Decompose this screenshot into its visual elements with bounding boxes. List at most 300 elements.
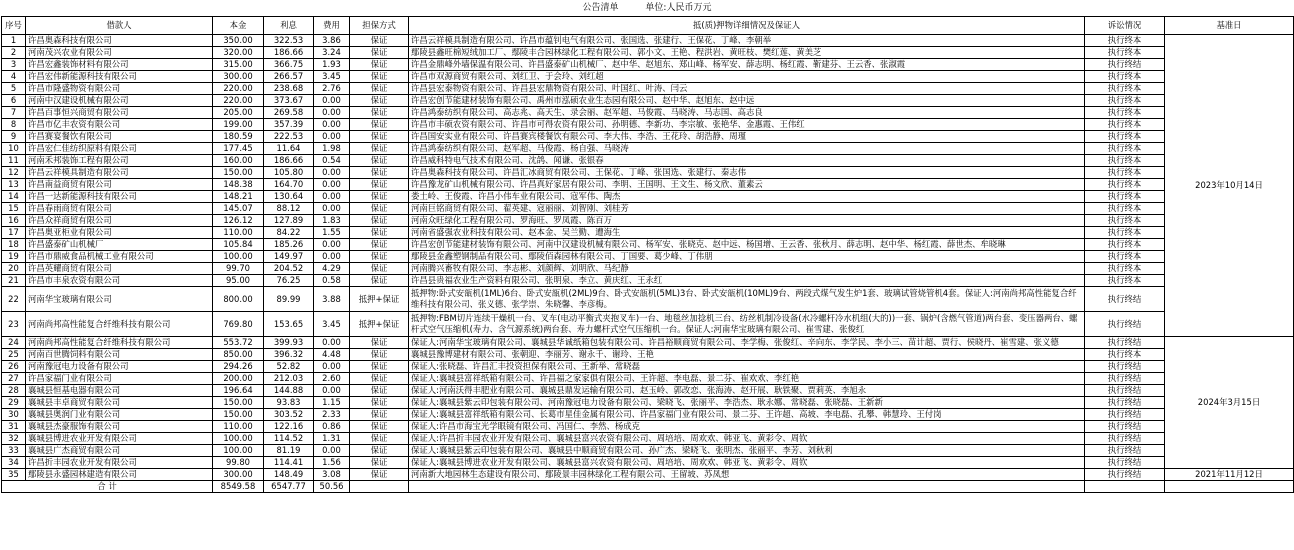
principal-amount: 148.38 [213,179,264,191]
collateral-guarantor-detail: 许昌金鼎峰外墙保温有限公司、许昌盛泰矿山机械厂、赵中华、赵旭东、郑山峰、杨军安、薛志明、杨红霞、靳建芬、王云香、张淑霞 [409,59,1085,71]
principal-amount: 300.00 [213,469,264,481]
guarantee-type: 保证 [350,385,409,397]
lawsuit-status: 执行终本 [1085,71,1165,83]
fee-amount: 3.24 [314,47,350,59]
table-row [2,83,1294,95]
guarantee-type: 保证 [350,239,409,251]
base-date: 2024年3月15日 [1165,337,1294,469]
lawsuit-status: 执行终本 [1085,143,1165,155]
interest-amount: 212.03 [264,373,314,385]
row-number: 19 [2,251,26,263]
row-number: 7 [2,107,26,119]
fee-amount: 0.00 [314,107,350,119]
collateral-guarantor-detail: 保证人:襄城县紫云印包装有限公司、河南豫冠电力设备有限公司、梁晓飞、张丽平、李浩杰、耿永娜、常晓磊、张晓磊、王新新 [409,397,1085,409]
collateral-guarantor-detail: 保证人:襄城县紫云印包装有限公司、襄城县中顺商贸有限公司、孙广杰、梁晓飞、张明杰、张丽平、李芳、刘秋利 [409,445,1085,457]
guarantee-type: 保证 [350,179,409,191]
principal-amount: 800.00 [213,287,264,312]
total-empty-cell [409,481,1085,493]
interest-amount: 81.19 [264,445,314,457]
row-number: 11 [2,155,26,167]
table-row [2,445,1294,457]
fee-amount: 0.00 [314,119,350,131]
guarantee-type: 保证 [350,215,409,227]
lawsuit-status: 执行终结 [1085,457,1165,469]
fee-amount: 3.45 [314,312,350,337]
guarantee-type: 保证 [350,107,409,119]
fee-amount: 0.00 [314,337,350,349]
lawsuit-status: 执行终本 [1085,203,1165,215]
borrower-name: 许昌赛宴餐饮有限公司 [26,131,213,143]
interest-amount: 322.53 [264,35,314,47]
borrower-name: 许昌市丰泉农资有限公司 [26,275,213,287]
lawsuit-status: 执行终本 [1085,35,1165,47]
interest-amount: 266.57 [264,71,314,83]
lawsuit-status: 执行终本 [1085,239,1165,251]
row-number: 27 [2,373,26,385]
table-row [2,71,1294,83]
row-number: 5 [2,83,26,95]
guarantee-type: 保证 [350,155,409,167]
principal-amount: 199.00 [213,119,264,131]
borrower-name: 鄢陵县永盛园林建造有限公司 [26,469,213,481]
lawsuit-status: 执行终本 [1085,179,1165,191]
principal-amount: 769.80 [213,312,264,337]
collateral-guarantor-detail: 许昌县宏泰物资有限公司、许昌县宏鼎物资有限公司、叶国红、叶涛、闫云 [409,83,1085,95]
fee-amount: 0.00 [314,385,350,397]
borrower-name: 襄城县广杰商贸有限公司 [26,445,213,457]
table-row [2,155,1294,167]
lawsuit-status: 执行终本 [1085,47,1165,59]
collateral-guarantor-detail: 许昌威科特电气技术有限公司、沈鸽、闻谦、张银春 [409,155,1085,167]
borrower-name: 襄城县奥润门业有限公司 [26,409,213,421]
collateral-guarantor-detail: 保证人:张晓磊、许昌汇丰投资担保有限公司、王新举、常晓磊 [409,361,1085,373]
table-row [2,421,1294,433]
base-date: 2023年10月14日 [1165,35,1294,337]
interest-amount: 76.25 [264,275,314,287]
borrower-name: 许昌宏鑫装饰材料有限公司 [26,59,213,71]
interest-amount: 303.52 [264,409,314,421]
borrower-name: 河南禾邦装饰工程有限公司 [26,155,213,167]
guarantee-type: 保证 [350,457,409,469]
fee-amount: 1.98 [314,143,350,155]
fee-amount: 1.56 [314,457,350,469]
collateral-guarantor-detail: 保证人:许昌市海宝光学眼镜有限公司、冯国仁、李然、杨成克 [409,421,1085,433]
table-body [2,35,1294,493]
interest-amount: 357.39 [264,119,314,131]
borrower-name: 许昌市鼎威食品机械工业有限公司 [26,251,213,263]
table-row [2,457,1294,469]
principal-amount: 110.00 [213,421,264,433]
principal-amount: 100.00 [213,445,264,457]
borrower-name: 许昌南益商贸有限公司 [26,179,213,191]
fee-amount: 1.31 [314,433,350,445]
row-number: 20 [2,263,26,275]
total-empty-cell [350,481,409,493]
table-row [2,215,1294,227]
table-row [2,35,1294,47]
collateral-guarantor-detail: 鄢陵县金鑫塑钢制品有限公司、鄢陵佰森园林有限公司、丁国要、葛少峰、丁伟朋 [409,251,1085,263]
lawsuit-status: 执行终本 [1085,83,1165,95]
principal-amount: 205.00 [213,107,264,119]
interest-amount: 396.32 [264,349,314,361]
collateral-guarantor-detail: 河南省盛强农业科技有限公司、赵本金、吴兰勤、遭海生 [409,227,1085,239]
table-row [2,349,1294,361]
principal-amount: 553.72 [213,337,264,349]
borrower-name: 许昌百事恒兴商贸有限公司 [26,107,213,119]
fee-amount: 3.08 [314,469,350,481]
guarantee-type: 保证 [350,71,409,83]
principal-amount: 105.84 [213,239,264,251]
table-row [2,179,1294,191]
borrower-name: 河南尚邦高性能复合纤维科技有限公司 [26,312,213,337]
lawsuit-status: 执行终本 [1085,275,1165,287]
lawsuit-status: 执行终结 [1085,397,1165,409]
collateral-guarantor-detail: 许昌云祥模具制造有限公司、许昌市蕴钊电气有限公司、张国选、张建行、王保花、丁峰、李朝举 [409,35,1085,47]
row-number: 23 [2,312,26,337]
fee-amount: 0.00 [314,167,350,179]
interest-amount: 164.70 [264,179,314,191]
collateral-guarantor-detail: 许昌豫龙矿山机械有限公司、许昌真好家居有限公司、李明、王国明、王文生、杨文欣、董素云 [409,179,1085,191]
principal-amount: 200.00 [213,373,264,385]
guarantee-type: 保证 [350,349,409,361]
borrower-name: 许昌折丰园农业开发有限公司 [26,457,213,469]
lawsuit-status: 执行终本 [1085,191,1165,203]
base-date: 2021年11月12日 [1165,469,1294,481]
row-number: 14 [2,191,26,203]
lawsuit-status: 执行终结 [1085,433,1165,445]
guarantee-type: 保证 [350,47,409,59]
lawsuit-status: 执行终结 [1085,361,1165,373]
table-row [2,397,1294,409]
table-row [2,385,1294,397]
borrower-name: 河南豫冠电力设备有限公司 [26,361,213,373]
borrower-name: 襄城县丰卓商贸有限公司 [26,397,213,409]
table-row [2,361,1294,373]
row-number: 9 [2,131,26,143]
lawsuit-status: 执行终本 [1085,95,1165,107]
collateral-guarantor-detail: 许昌县贵福农业生产资料有限公司、张明泉、李立、黄庆红、王永红 [409,275,1085,287]
interest-amount: 89.99 [264,287,314,312]
fee-amount: 0.00 [314,131,350,143]
row-number: 21 [2,275,26,287]
interest-amount: 148.49 [264,469,314,481]
borrower-name: 许昌春雨商贸有限公司 [26,203,213,215]
table-row [2,469,1294,481]
lawsuit-status: 执行终本 [1085,263,1165,275]
borrower-name: 许昌宏伟新能源科技有限公司 [26,71,213,83]
collateral-guarantor-detail: 保证人:襄城县富祥纸箱有限公司、长葛市星佳金属有限公司、许昌家福门业有限公司、景二芬、王许超、高坡、李电磊、孔攀、韩慧玲、王付岗 [409,409,1085,421]
header-row [2,17,1294,35]
lawsuit-status: 执行终结 [1085,385,1165,397]
principal-amount: 350.00 [213,35,264,47]
interest-amount: 105.80 [264,167,314,179]
row-number: 28 [2,385,26,397]
fee-amount: 0.00 [314,95,350,107]
collateral-guarantor-detail: 抵押物:FBM切片连续干燥机一台、叉车(电动平衡式夹抱叉车)一台、地毯丝加捻机三台、纺丝机制冷设备(水冷螺杆冷水机组(大的))一套、锅炉(含燃气管道)两台套、变压器两台、螺杆式空气压缩机(寿力、含气源系统)两台套、寿力螺杆式空气压缩机一台。保证人:河南华宝玻璃有限公司、崔雪建、张俊红 [409,312,1085,337]
collateral-guarantor-detail: 保证人:襄城县富祥纸箱有限公司、许昌福之家家俱有限公司、王许超、李电磊、景二芬、崔欢欢、李红艳 [409,373,1085,385]
guarantee-type: 保证 [350,227,409,239]
borrower-name: 许昌英耀商贸有限公司 [26,263,213,275]
lawsuit-status: 执行终结 [1085,373,1165,385]
guarantee-type: 保证 [350,83,409,95]
row-number: 1 [2,35,26,47]
interest-amount: 52.82 [264,361,314,373]
interest-amount: 84.22 [264,227,314,239]
total-empty-cell [1165,481,1294,493]
borrower-name: 许昌奥亚柜业有限公司 [26,227,213,239]
table-row [2,95,1294,107]
row-number: 34 [2,457,26,469]
borrower-name: 河南茂兴农业有限公司 [26,47,213,59]
row-number: 18 [2,239,26,251]
row-number: 8 [2,119,26,131]
collateral-guarantor-detail: 保证人:河南华宝玻璃有限公司、襄城县华诚纸箱包装有限公司、许昌裕顺商贸有限公司、李学梅、张俊红、辛向东、李学民、李小三、苗计超、贾行、侯晓丹、崔雪建、张义德 [409,337,1085,349]
borrower-name: 许昌一达新能源科技有限公司 [26,191,213,203]
borrower-name: 河南华宝玻璃有限公司 [26,287,213,312]
row-number: 3 [2,59,26,71]
collateral-guarantor-detail: 许昌宏创节能建材装饰有限公司、禹州市泓硕农业生态园有限公司、赵中华、赵旭东、赵中远 [409,95,1085,107]
table-row [2,227,1294,239]
collateral-guarantor-detail: 许昌国安实业有限公司、许昌赛宾楼餐饮有限公司、李大伟、李浩、王花玲、胡浩静、周瑾 [409,131,1085,143]
row-number: 29 [2,397,26,409]
principal-amount: 220.00 [213,83,264,95]
principal-amount: 110.00 [213,227,264,239]
collateral-guarantor-detail: 鄢陵县鑫旺棉短绒加工厂、鄢陵丰合园林绿化工程有限公司、郭小文、王艳、程洪岩、黄旺枝、樊红莲、黄美芝 [409,47,1085,59]
row-number: 12 [2,167,26,179]
principal-amount: 315.00 [213,59,264,71]
collateral-guarantor-detail: 河南腾兴畜牧有限公司、李志彬、刘颜辉、刘明欣、马纪静 [409,263,1085,275]
borrower-name: 许昌奥森科技有限公司 [26,35,213,47]
row-number: 26 [2,361,26,373]
collateral-guarantor-detail: 许昌奥森科技有限公司、许昌汇冰商贸有限公司、王保花、丁峰、张国选、张建行、秦志伟 [409,167,1085,179]
interest-amount: 222.53 [264,131,314,143]
interest-amount: 114.52 [264,433,314,445]
borrower-name: 许昌家福门业有限公司 [26,373,213,385]
principal-amount: 126.12 [213,215,264,227]
table-row [2,251,1294,263]
lawsuit-status: 执行终本 [1085,131,1165,143]
row-number: 6 [2,95,26,107]
guarantee-type: 保证 [350,263,409,275]
fee-amount: 0.00 [314,191,350,203]
lawsuit-status: 执行终结 [1085,312,1165,337]
borrower-name: 许昌云祥模具制造有限公司 [26,167,213,179]
collateral-guarantor-detail: 许昌鸿泰纺织有限公司、赵军超、马俊霞、杨自强、马晓涛 [409,143,1085,155]
lawsuit-status: 执行终结 [1085,59,1165,71]
borrower-name: 河南中汉建设机械有限公司 [26,95,213,107]
lawsuit-status: 执行终结 [1085,445,1165,457]
total-empty-cell [1085,481,1165,493]
lawsuit-status: 执行终结 [1085,287,1165,312]
unit-text: 单位:人民币万元 [645,3,712,13]
interest-amount: 238.68 [264,83,314,95]
principal-amount: 99.80 [213,457,264,469]
row-number: 22 [2,287,26,312]
guarantee-type: 保证 [350,337,409,349]
table-row [2,143,1294,155]
borrower-name: 河南尚邦高性能复合纤维科技有限公司 [26,337,213,349]
table-row [2,263,1294,275]
row-number: 13 [2,179,26,191]
table-row [2,312,1294,337]
guarantee-type: 保证 [350,251,409,263]
borrower-name: 襄城县恒基电器有限公司 [26,385,213,397]
table-row [2,131,1294,143]
table-row [2,239,1294,251]
header-cell: 诉讼情况 [1085,17,1165,35]
principal-amount: 148.21 [213,191,264,203]
borrower-name: 许昌市隆盛物资有限公司 [26,83,213,95]
borrower-name: 襄城县杰豪服饰有限公司 [26,421,213,433]
table-row [2,287,1294,312]
row-number: 10 [2,143,26,155]
interest-amount: 11.64 [264,143,314,155]
fee-amount: 3.45 [314,71,350,83]
fee-amount: 4.48 [314,349,350,361]
table-row [2,337,1294,349]
row-number: 16 [2,215,26,227]
principal-amount: 177.45 [213,143,264,155]
guarantee-type: 保证 [350,95,409,107]
principal-amount: 150.00 [213,167,264,179]
guarantee-type: 保证 [350,59,409,71]
fee-amount: 0.86 [314,421,350,433]
guarantee-type: 保证 [350,35,409,47]
total-row [2,481,1294,493]
fee-amount: 3.88 [314,287,350,312]
collateral-guarantor-detail: 保证人:许昌折丰园农业开发有限公司、襄城县富兴农资有限公司、周培培、周欢欢、韩亚飞、黄彩令、周钦 [409,433,1085,445]
row-number: 30 [2,409,26,421]
interest-amount: 149.97 [264,251,314,263]
guarantee-type: 抵押+保证 [350,312,409,337]
interest-amount: 186.66 [264,155,314,167]
borrower-name: 许昌宏仁佳纺织原料有限公司 [26,143,213,155]
header-cell: 本金 [213,17,264,35]
table-row [2,167,1294,179]
guarantee-type: 保证 [350,373,409,385]
fee-amount: 1.15 [314,397,350,409]
header-cell: 基准日 [1165,17,1294,35]
interest-amount: 185.26 [264,239,314,251]
principal-amount: 300.00 [213,71,264,83]
table-row [2,275,1294,287]
row-number: 4 [2,71,26,83]
lawsuit-status: 执行终本 [1085,215,1165,227]
announcement-table [1,16,1294,493]
row-number: 24 [2,337,26,349]
collateral-guarantor-detail: 河南新大地园林生态建设有限公司、鄢陵景丰园林绿化工程有限公司、王留坡、苏凤想 [409,469,1085,481]
guarantee-type: 保证 [350,119,409,131]
fee-amount: 1.55 [314,227,350,239]
interest-amount: 399.93 [264,337,314,349]
fee-amount: 0.00 [314,251,350,263]
lawsuit-status: 执行终本 [1085,167,1165,179]
lawsuit-status: 执行终本 [1085,349,1165,361]
guarantee-type: 保证 [350,397,409,409]
fee-amount: 2.76 [314,83,350,95]
guarantee-type: 保证 [350,167,409,179]
principal-amount: 220.00 [213,95,264,107]
guarantee-type: 抵押+保证 [350,287,409,312]
fee-amount: 0.00 [314,179,350,191]
fee-amount: 0.58 [314,275,350,287]
borrower-name: 许昌众祥商贸有限公司 [26,215,213,227]
collateral-guarantor-detail: 许昌宏创节能建材装饰有限公司、河南中汉建设机械有限公司、杨军安、张晓克、赵中远、杨国增、王云香、张秋月、薛志明、赵中华、杨红霞、薛世杰、牟晓琳 [409,239,1085,251]
header-cell: 担保方式 [350,17,409,35]
collateral-guarantor-detail: 襄城县豫博建材有限公司、张朝迎、李丽芳、谢永千、谢玲、王艳 [409,349,1085,361]
collateral-guarantor-detail: 许昌市双源商贸有限公司、刘红卫、于会玲、刘红超 [409,71,1085,83]
total-principal: 8549.58 [213,481,264,493]
borrower-name: 许昌盛泰矿山机械厂 [26,239,213,251]
collateral-guarantor-detail: 保证人:襄城县博进农业开发有限公司、襄城县富兴农资有限公司、周培培、周欢欢、韩亚飞、黄彩令、周钦 [409,457,1085,469]
lawsuit-status: 执行终本 [1085,155,1165,167]
header-cell: 借款人 [26,17,213,35]
lawsuit-status: 执行终本 [1085,119,1165,131]
interest-amount: 130.64 [264,191,314,203]
row-number: 15 [2,203,26,215]
principal-amount: 196.64 [213,385,264,397]
header-cell: 抵(质)押物详细情况及保证人 [409,17,1085,35]
lawsuit-status: 执行终本 [1085,107,1165,119]
title-text: 公告清单 [582,3,619,13]
principal-amount: 99.70 [213,263,264,275]
collateral-guarantor-detail: 保证人:河南沃得丰肥业有限公司、襄城县鼎发运输有限公司、赵玉岭、郭改恋、张海涛、赵开展、耿铁聚、贾莉英、李旭永 [409,385,1085,397]
table-row [2,191,1294,203]
principal-amount: 95.00 [213,275,264,287]
total-fee: 50.56 [314,481,350,493]
principal-amount: 150.00 [213,397,264,409]
guarantee-type: 保证 [350,143,409,155]
principal-amount: 145.07 [213,203,264,215]
principal-amount: 180.59 [213,131,264,143]
interest-amount: 93.83 [264,397,314,409]
table-row [2,373,1294,385]
collateral-guarantor-detail: 许昌鸿泰纺织有限公司、高志兆、高天生、录会丽、赵军超、马俊霞、马晓涛、马志国、高志良 [409,107,1085,119]
table-row [2,107,1294,119]
lawsuit-status: 执行终结 [1085,409,1165,421]
row-number: 32 [2,433,26,445]
lawsuit-status: 执行终本 [1085,251,1165,263]
interest-amount: 144.88 [264,385,314,397]
fee-amount: 0.00 [314,361,350,373]
fee-amount: 1.83 [314,215,350,227]
collateral-guarantor-detail: 许昌市丰硕农资有限公司、许昌市可得农资有限公司、孙明德、李新功、李宗敏、张艳华、金惠霞、王伟红 [409,119,1085,131]
row-number: 33 [2,445,26,457]
header-cell: 利息 [264,17,314,35]
fee-amount: 3.86 [314,35,350,47]
interest-amount: 269.58 [264,107,314,119]
row-number: 2 [2,47,26,59]
total-label: 合 计 [2,481,213,493]
principal-amount: 320.00 [213,47,264,59]
principal-amount: 850.00 [213,349,264,361]
interest-amount: 186.66 [264,47,314,59]
lawsuit-status: 执行终结 [1085,337,1165,349]
interest-amount: 366.75 [264,59,314,71]
table-row [2,203,1294,215]
guarantee-type: 保证 [350,421,409,433]
borrower-name: 河南百世腾饲料有限公司 [26,349,213,361]
principal-amount: 150.00 [213,409,264,421]
guarantee-type: 保证 [350,433,409,445]
guarantee-type: 保证 [350,361,409,373]
interest-amount: 127.89 [264,215,314,227]
interest-amount: 204.52 [264,263,314,275]
principal-amount: 160.00 [213,155,264,167]
principal-amount: 294.26 [213,361,264,373]
collateral-guarantor-detail: 河南众旺绿化工程有限公司、罗海旺、罗凤霞、陈百万 [409,215,1085,227]
header-cell: 序号 [2,17,26,35]
